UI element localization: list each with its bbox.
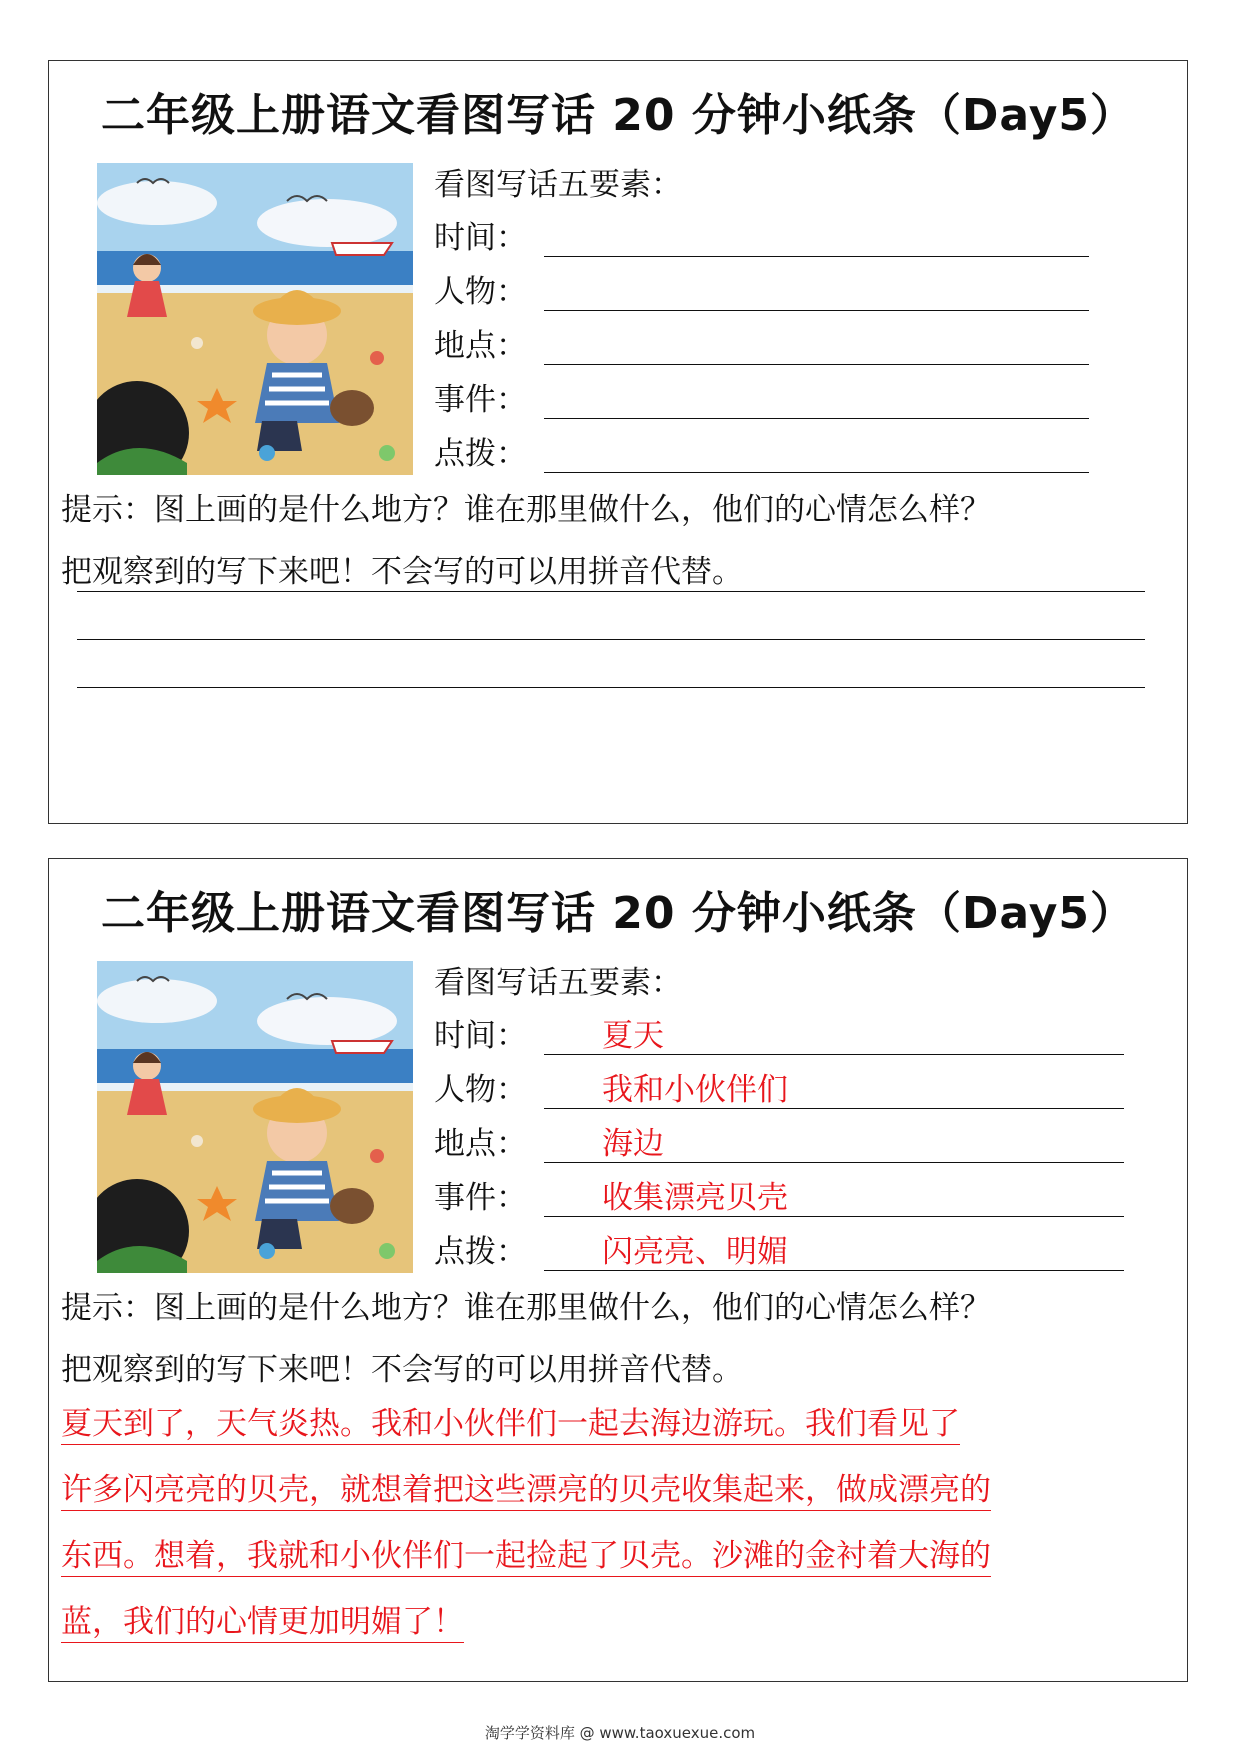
beach-illustration [97,961,413,1273]
field-place [434,1117,1154,1171]
five-elements-heading: 看图写话五要素： [434,965,682,1001]
field-tips [434,427,1154,481]
writing-line[interactable] [77,687,1145,688]
field-answer: 我和小伙伴们 [602,1072,788,1108]
field-time [434,211,1154,265]
essay-line: 东西。想着，我就和小伙伴们一起捡起了贝壳。沙滩的金衬着大海的 [61,1531,1181,1597]
field-label: 时间： [434,1018,527,1054]
beach-illustration [97,163,413,475]
field-people [434,265,1154,319]
answer-blank[interactable] [544,256,1089,257]
five-elements [434,957,1154,1279]
five-elements [434,159,1154,481]
hint-line-2: 把观察到的写下来吧！不会写的可以用拼音代替。 [61,1352,743,1388]
answer-blank[interactable] [544,472,1089,473]
field-label: 事件： [434,1180,527,1216]
answer-blank[interactable] [544,310,1089,311]
worksheet-title: 二年级上册语文看图写话 20 分钟小纸条（Day5） [100,90,1136,141]
writing-line[interactable] [77,639,1145,640]
field-label: 事件： [434,382,527,418]
field-label: 人物： [434,274,527,310]
field-answer: 收集漂亮贝壳 [602,1180,788,1216]
field-answer: 闪亮亮、明媚 [602,1234,788,1270]
field-event [434,1171,1154,1225]
field-label: 地点： [434,1126,527,1162]
answer-blank[interactable] [544,418,1089,419]
field-answer: 夏天 [602,1018,664,1054]
worksheet-card-answer [48,858,1188,1682]
field-event [434,373,1154,427]
field-people [434,1063,1154,1117]
hint-line-2: 把观察到的写下来吧！不会写的可以用拼音代替。 [61,554,743,590]
field-place [434,319,1154,373]
field-tips [434,1225,1154,1279]
hint-line-1: 提示：图上画的是什么地方？谁在那里做什么，他们的心情怎么样？ [61,492,991,528]
hint-line-1: 提示：图上画的是什么地方？谁在那里做什么，他们的心情怎么样？ [61,1290,991,1326]
field-answer: 海边 [602,1126,664,1162]
essay-line: 许多闪亮亮的贝壳，就想着把这些漂亮的贝壳收集起来，做成漂亮的 [61,1465,1181,1531]
field-label: 时间： [434,220,527,256]
essay-line: 夏天到了，天气炎热。我和小伙伴们一起去海边游玩。我们看见了 [61,1399,1181,1465]
field-label: 人物： [434,1072,527,1108]
field-time [434,1009,1154,1063]
field-label: 点拨： [434,1234,527,1270]
answer-blank[interactable] [544,364,1089,365]
page-footer: 淘学学资料库 @ www.taoxuexue.com [484,1724,756,1742]
field-label: 地点： [434,328,527,364]
worksheet-title: 二年级上册语文看图写话 20 分钟小纸条（Day5） [100,888,1136,939]
field-label: 点拨： [434,436,527,472]
worksheet-card-blank [48,60,1188,824]
writing-line[interactable] [77,591,1145,592]
essay-line: 蓝，我们的心情更加明媚了！ [61,1597,1181,1663]
five-elements-heading: 看图写话五要素： [434,167,682,203]
sample-essay [61,1399,1181,1663]
